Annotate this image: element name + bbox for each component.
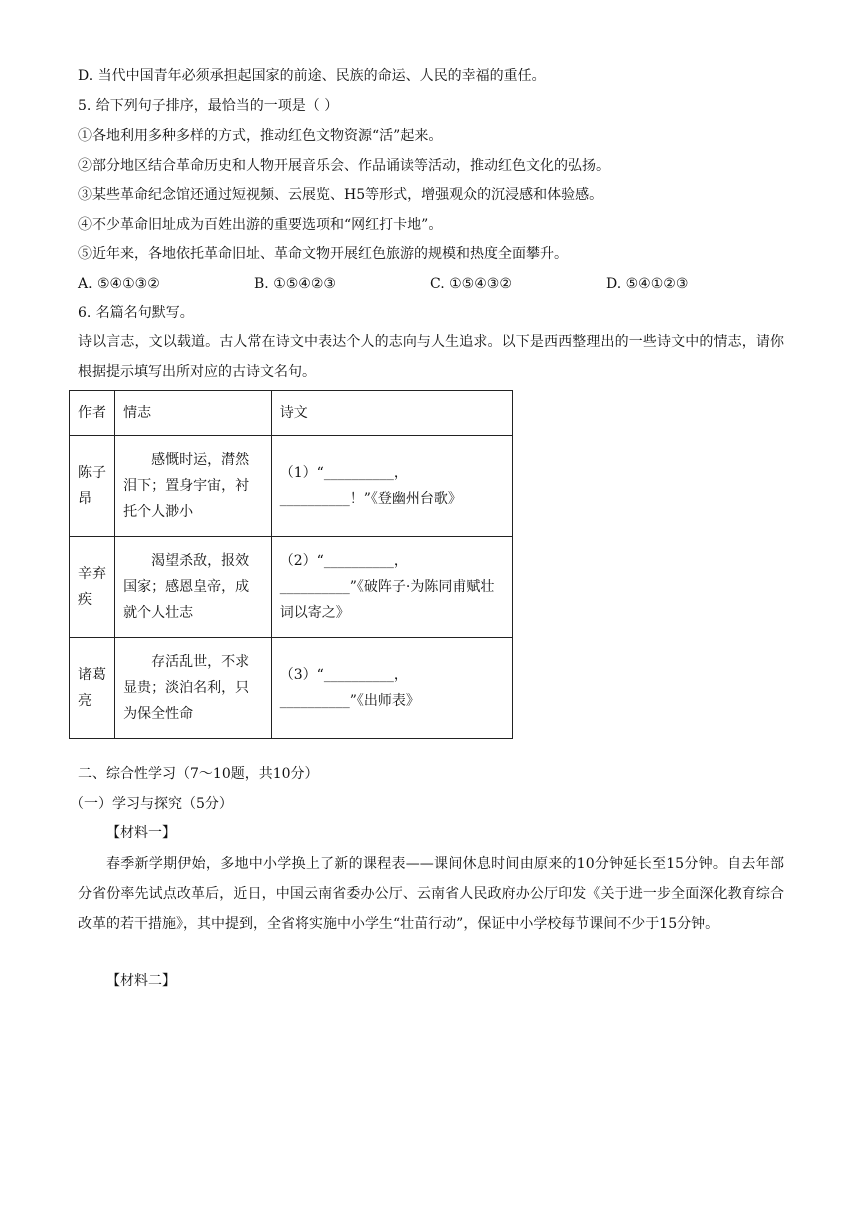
material-1-text: 春季新学期伊始，多地中小学换上了新的课程表——课间休息时间由原来的10分钟延长至15分钟。自去年部分省份率先试点改革后，近日，中国云南省委办公厅、云南省人民政府办公厅印发《关于进一步全面深化教育综合改革的若干措施》，其中提到，全省将实施中小学生“壮苗行动”，保证中小学校每节课间不少于15分钟。 — [78, 856, 784, 932]
emotion-cell: 渴望杀敌，报效国家；感恩皇帝，成就个人壮志 — [115, 537, 272, 638]
question-5-stem: 5. 给下列句子排序，最恰当的一项是（ ） — [78, 98, 339, 114]
material-2-label: 【材料二】 — [106, 973, 176, 989]
question-5-sentence-4: ④不少革命旧址成为百姓出游的重要选项和“网红打卡地”。 — [78, 217, 443, 233]
table-row — [70, 537, 513, 638]
question-5-sentence-5: ⑤近年来，各地依托革命旧址、革命文物开展红色旅游的规模和热度全面攀升。 — [78, 246, 568, 262]
emotion-cell: 存活乱世，不求显贵；淡泊名利，只为保全性命 — [115, 638, 272, 739]
option-a[interactable]: A. ⑤④①③② — [78, 276, 160, 292]
question-6-intro: 诗以言志，文以载道。古人常在诗文中表达个人的志向与人生追求。以下是西西整理出的一些诗文中的情志，请你根据提示填写出所对应的古诗文名句。 — [78, 334, 784, 380]
emotion-cell: 感慨时运，潸然泪下；置身宇宙，衬托个人渺小 — [115, 436, 272, 537]
question-6-title: 6. 名篇名句默写。 — [78, 305, 194, 321]
poetry-table — [69, 390, 513, 739]
question-5-sentence-3: ③某些革命纪念馆还通过短视频、云展览、H5等形式，增强观众的沉浸感和体验感。 — [78, 187, 604, 203]
question-4-option-d: D. 当代中国青年必须承担起国家的前途、民族的命运、人民的幸福的重任。 — [78, 68, 546, 84]
header-poem: 诗文 — [271, 391, 512, 436]
poem-blank-cell[interactable]: （1）“__________，__________！”《登幽州台歌》 — [271, 436, 512, 537]
poem-blank-cell[interactable]: （3）“__________，__________”《出师表》 — [271, 638, 512, 739]
author-cell: 陈子昂 — [70, 436, 115, 537]
table-row — [70, 638, 513, 739]
subsection-title: （一）学习与探究（5分） — [70, 796, 233, 812]
header-emotion: 情志 — [115, 391, 272, 436]
table-header-row — [70, 391, 513, 436]
question-5-sentence-2: ②部分地区结合革命历史和人物开展音乐会、作品诵读等活动，推动红色文化的弘扬。 — [78, 158, 610, 174]
option-d[interactable]: D. ⑤④①②③ — [606, 276, 689, 292]
author-cell: 诸葛亮 — [70, 638, 115, 739]
question-5-sentence-1: ①各地利用多种多样的方式，推动红色文物资源“活”起来。 — [78, 128, 443, 144]
material-1-label: 【材料一】 — [106, 825, 176, 841]
poem-blank-cell[interactable]: （2）“__________，__________”《破阵子·为陈同甫赋壮词以寄之》 — [271, 537, 512, 638]
option-b[interactable]: B. ①⑤④②③ — [254, 276, 336, 292]
section-2-title: 二、综合性学习（7～10题，共10分） — [78, 766, 319, 782]
table-row — [70, 436, 513, 537]
header-author: 作者 — [70, 391, 115, 436]
option-c[interactable]: C. ①⑤④③② — [430, 276, 512, 292]
author-cell: 辛弃疾 — [70, 537, 115, 638]
